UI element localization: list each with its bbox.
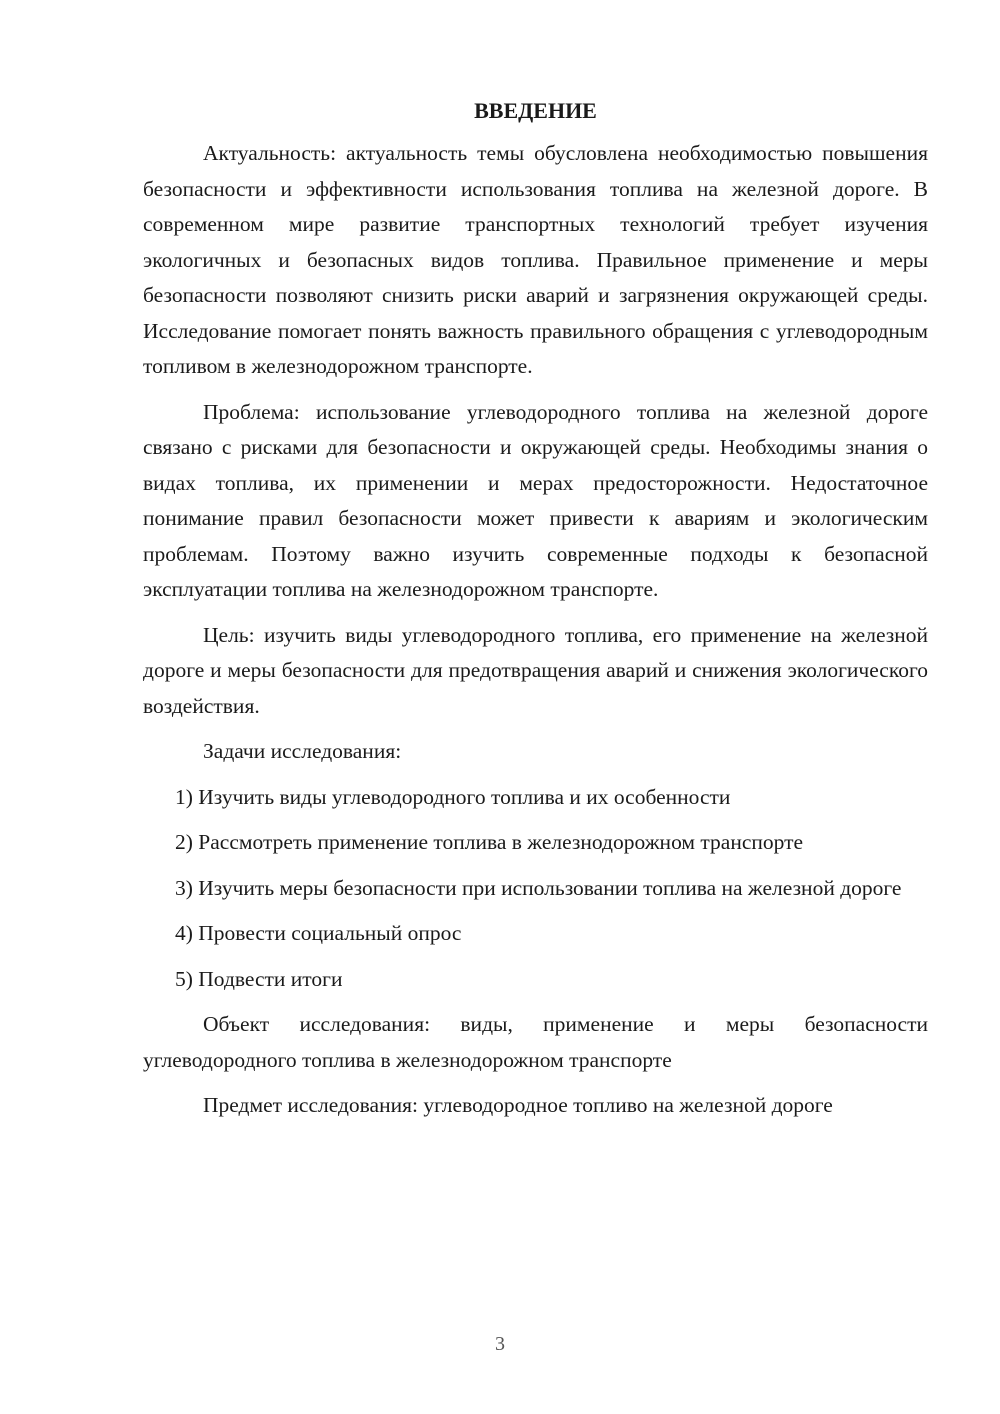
- list-item: 5) Подвести итоги: [175, 966, 343, 991]
- list-item: 1) Изучить виды углеводородного топлива и их особенности: [175, 784, 731, 809]
- list-item: 4) Провести социальный опрос: [175, 921, 462, 945]
- list-item: 2) Рассмотреть применение топлива в железнодорожном транспорте: [175, 830, 804, 854]
- subject-paragraph: Предмет исследования: углеводородное топливо на железной дороге: [203, 1093, 833, 1117]
- problem-paragraph: Проблема: использование углеводородного топлива на железной дороге связано с рисками для безопасности и окружающей среды. Необходимы знания о видах топлива, их применении и мерах предосторожности. Недостаточное понимание правил безопасности может привести к авариям и экологическим проблемам. Поэтому важно изучить современные подходы к безопасной эксплуатации топлива на железнодорожном транспорте.: [143, 399, 928, 601]
- page-number: 3: [495, 1333, 505, 1355]
- page-title: ВВЕДЕНИЕ: [474, 98, 597, 123]
- relevance-paragraph: Актуальность: актуальность темы обусловлена необходимостью повышения безопасности и эффективности использования топлива на железной дороге. В современном мире развитие транспортных технологий требует изучения экологичных и безопасных видов топлива. Правильное применение и меры безопасности позволяют снизить риски аварий и загрязнения окружающей среды. Исследование помогает понять важность правильного обращения с углеводородным топливом в железнодорожном транспорте.: [143, 141, 928, 378]
- document-page: [143, 94, 928, 1134]
- tasks-heading: Задачи исследования:: [203, 739, 402, 763]
- tasks-list: [143, 780, 928, 998]
- goal-paragraph: Цель: изучить виды углеводородного топлива, его применение на железной дороге и меры безопасности для предотвращения аварий и снижения экологического воздействия.: [143, 622, 928, 718]
- list-item: 3) Изучить меры безопасности при использовании топлива на железной дороге: [175, 875, 902, 900]
- object-paragraph: Объект исследования: виды, применение и меры безопасности углеводородного топлива в железнодорожном транспорте: [143, 1012, 928, 1072]
